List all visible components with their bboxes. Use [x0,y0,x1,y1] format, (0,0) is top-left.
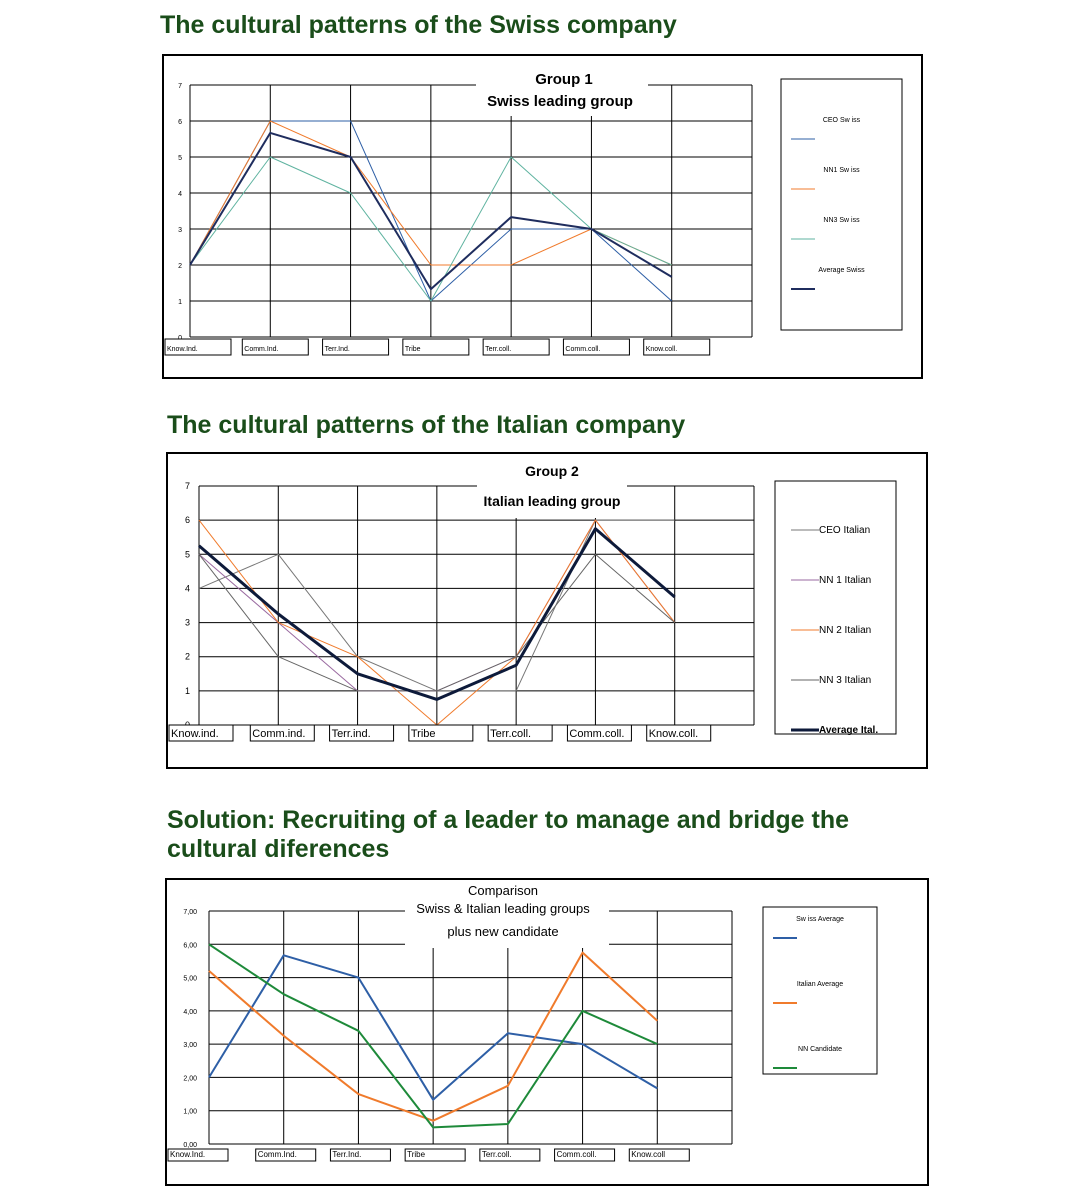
y-tick-label: 3 [184,617,190,628]
chart-title: Comparison [467,883,539,898]
y-tick-label: 7 [184,481,190,491]
chart-subtitle: Italian leading group [483,493,621,509]
category-label: Know.coll. [645,346,678,353]
legend-label: Average Swiss [818,267,865,274]
chart-subtitle-2: plus new candidate [447,924,559,939]
y-tick-label: 2,00 [183,1075,197,1083]
category-label: Terr.coll. [490,728,532,740]
category-label: Know.coll. [648,728,699,740]
legend-label: Average Ital. [819,725,879,736]
chart-subtitle: Swiss & Italian leading groups [416,901,590,916]
chart-subtitle: Swiss leading group [487,93,633,110]
legend-label: CEO Italian [819,525,871,536]
category-label: Tribe [407,1150,426,1159]
legend-label: NN 2 Italian [819,625,872,636]
y-tick-label: 2 [184,651,190,662]
y-tick-label: 2 [178,263,182,270]
y-tick-label: 7,00 [183,909,197,916]
category-label: Comm.coll. [569,728,625,740]
solution-heading [167,806,887,864]
chart-title: Group 1 [535,71,593,88]
y-tick-label: 6 [178,119,182,126]
category-label: Comm.ind. [252,728,306,740]
y-tick-label: 6 [184,515,190,526]
solution-heading-line2: cultural diferences [167,835,390,863]
swiss-chart [164,56,921,377]
y-tick-label: 5 [184,549,190,560]
category-label: Terr.Ind. [332,1150,362,1159]
italian-chart-panel [166,452,928,769]
category-label: Terr.coll. [481,1150,512,1159]
category-label: Know.Ind. [167,346,198,353]
y-tick-label: 1,00 [183,1108,197,1116]
category-label: Tribe [410,728,436,740]
category-label: Know.ind. [171,728,219,740]
y-tick-label: 4,00 [183,1008,197,1016]
category-label: Comm.Ind. [257,1150,297,1159]
italian-heading: The cultural patterns of the Italian company [167,411,686,439]
category-label: Comm.coll. [556,1150,597,1159]
category-label: Comm.coll. [565,346,601,353]
category-label: Comm.Ind. [244,346,279,353]
comparison-chart-panel [165,878,929,1186]
category-label: Know.Ind. [170,1150,206,1159]
legend-label: NN3 Sw iss [823,217,860,224]
y-tick-label: 1 [178,299,182,306]
y-tick-label: 4 [184,583,190,594]
category-label: Terr.coll. [485,346,512,353]
category-label: Know.coll [631,1150,666,1159]
y-tick-label: 6,00 [183,942,197,950]
y-tick-label: 5,00 [183,975,197,983]
category-label: Terr.Ind. [324,346,350,353]
solution-heading-line1: Solution: Recruiting of a leader to manage and bridge the [167,806,850,834]
category-label: Terr.ind. [331,728,371,740]
y-tick-label: 1 [184,685,190,696]
legend-label: Italian Average [796,981,844,988]
y-tick-label: 0,00 [183,1142,197,1149]
legend-label: NN 3 Italian [819,675,872,686]
y-tick-label: 7 [178,83,182,90]
y-tick-label: 5 [178,155,182,162]
comparison-chart [167,880,927,1184]
y-tick-label: 4 [178,191,182,198]
legend-label: CEO Sw iss [822,117,861,124]
legend-label: Sw iss Average [796,916,844,923]
legend-box [775,481,896,734]
category-label: Tribe [404,346,421,353]
legend-label: NN 1 Italian [819,575,872,586]
y-tick-label: 3,00 [183,1042,197,1050]
swiss-heading: The cultural patterns of the Swiss company [160,11,677,39]
legend-label: NN1 Sw iss [823,167,860,174]
swiss-chart-panel [162,54,923,379]
italian-chart [168,454,926,767]
y-tick-label: 3 [178,227,182,234]
legend-label: NN Candidate [798,1046,842,1053]
chart-title: Group 2 [525,463,579,479]
